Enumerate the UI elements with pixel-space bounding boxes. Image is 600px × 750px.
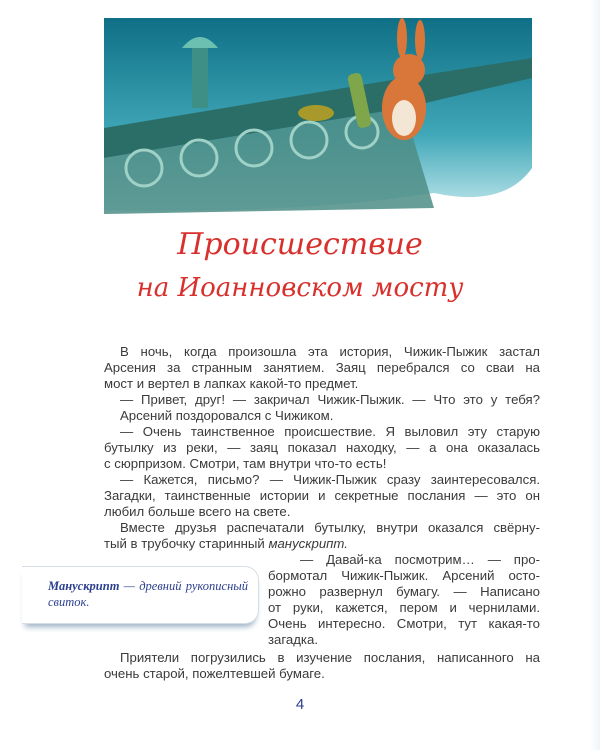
text-line: очень старой, пожелтевшей бумаге. xyxy=(104,666,325,681)
text-line: Приятели погрузились в изучение послания, написанного на xyxy=(120,650,540,665)
text-line: Загадки, таинственные истории и секретные послания — это он xyxy=(104,488,540,503)
text-line: — Очень таинственное происшествие. Я выловил эту старую xyxy=(120,424,540,439)
text-line: загадка. xyxy=(268,632,318,647)
text-line: Арсения за странным занятием. Заяц перебрался со сваи на xyxy=(104,360,540,375)
illustration-bridge-hare-bird xyxy=(104,18,532,214)
text-line xyxy=(104,536,540,552)
page-number: 4 xyxy=(295,696,305,713)
text-line: от руки, кажется, пером и чернилами. xyxy=(268,600,540,615)
text-line: бутылку из реки, — заяц показал находку, — а она оказалась xyxy=(104,440,540,455)
text-line: с сюрпризом. Смотри, там внутри что-то есть! xyxy=(104,456,387,471)
text-line: Вместе друзья распечатали бутылку, внутри оказался свёрну- xyxy=(120,520,540,535)
page-edge-shadow xyxy=(590,0,600,750)
text-line: любил больше всего на свете. xyxy=(104,504,291,519)
text-line: бормотал Чижик-Пыжик. Арсений осто- xyxy=(268,568,540,583)
text-line: Очень интересно. Смотри, тут какая-то xyxy=(268,616,540,631)
text-line: мост и вертел в лапках какой-то предмет. xyxy=(104,376,359,391)
glossary-definition: — древний рукописный свиток. xyxy=(48,579,248,609)
term-manuscript: манускрипт. xyxy=(268,536,348,551)
text-segment: тый в трубочку старинный xyxy=(104,536,265,551)
text-line: — Давай-ка посмотрим… — про- xyxy=(300,552,540,567)
text-line: рожно развернул бумагу. — Написано xyxy=(268,584,540,599)
chapter-title-line2: на Иоанновском мосту xyxy=(136,273,464,303)
glossary-note xyxy=(22,566,259,624)
chapter-title-line1: Происшествие xyxy=(177,227,423,262)
glossary-term: Манускрипт xyxy=(48,579,120,593)
text-line: Арсений поздоровался с Чижиком. xyxy=(120,408,334,423)
glossary-note-text xyxy=(48,578,248,610)
text-line: — Привет, друг! — закричал Чижик-Пыжик. — Что это у тебя? xyxy=(120,392,540,407)
text-line: В ночь, когда произошла эта история, Чижик-Пыжик застал xyxy=(120,344,540,359)
text-line: — Кажется, письмо? — Чижик-Пыжик сразу заинтересовался. xyxy=(120,472,540,487)
